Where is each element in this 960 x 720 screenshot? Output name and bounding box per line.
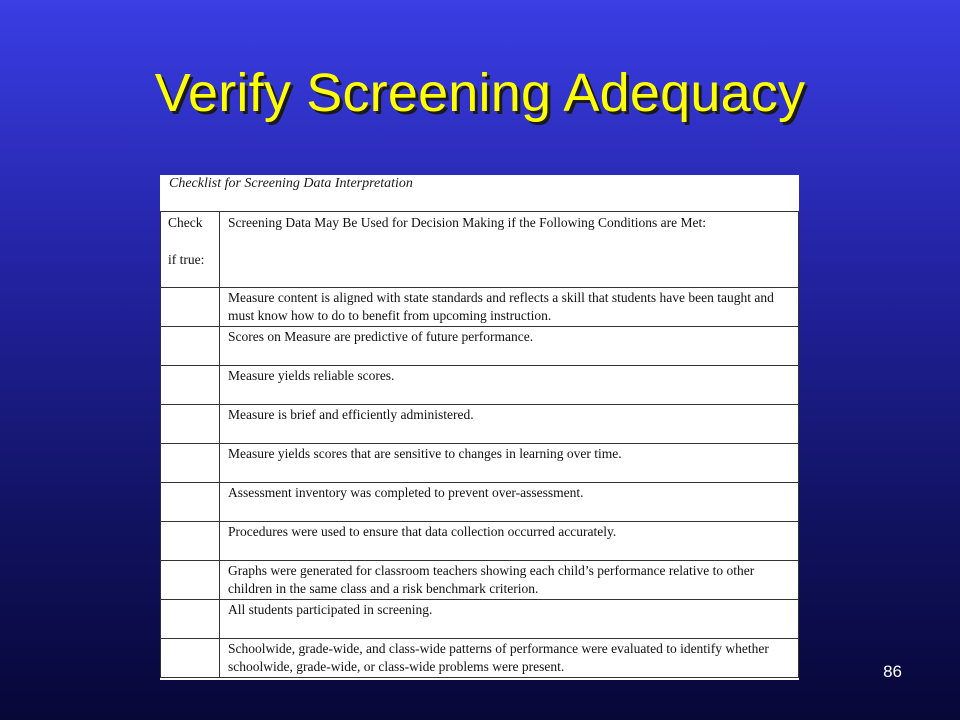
check-cell[interactable] <box>161 327 220 366</box>
condition-text: Graphs were generated for classroom teachers showing each child’s performance relative to other children in the same class and a risk benchmark criterion. <box>220 561 799 600</box>
check-cell[interactable] <box>161 288 220 327</box>
conditions-column-header: Screening Data May Be Used for Decision Making if the Following Conditions are Met: <box>220 212 799 288</box>
checklist-heading: Checklist for Screening Data Interpretation <box>169 176 413 191</box>
table-row <box>161 366 799 405</box>
slide-title: Verify Screening Adequacy <box>154 63 806 123</box>
check-cell[interactable] <box>161 405 220 444</box>
table-row <box>161 639 799 678</box>
condition-text: Measure is brief and efficiently administered. <box>220 405 799 444</box>
check-cell[interactable] <box>161 444 220 483</box>
check-cell[interactable] <box>161 483 220 522</box>
table-row <box>161 483 799 522</box>
checkbox[interactable] <box>161 444 219 482</box>
condition-text: Measure yields reliable scores. <box>220 366 799 405</box>
condition-text: Schoolwide, grade-wide, and class-wide patterns of performance were evaluated to identify whether schoolwide, grade-wide, or class-wide problems were present. <box>220 639 799 678</box>
check-column-header <box>161 212 220 288</box>
table-header-row <box>161 212 799 288</box>
check-cell[interactable] <box>161 600 220 639</box>
checkbox[interactable] <box>161 600 219 638</box>
check-cell[interactable] <box>161 561 220 600</box>
slide-number: 86 <box>883 662 902 681</box>
check-header-line1: Check <box>168 215 203 230</box>
condition-text: Procedures were used to ensure that data collection occurred accurately. <box>220 522 799 561</box>
table-row <box>161 405 799 444</box>
checkbox[interactable] <box>161 288 219 326</box>
checkbox[interactable] <box>161 522 219 560</box>
checklist-table <box>160 211 799 678</box>
checkbox[interactable] <box>161 366 219 404</box>
checkbox[interactable] <box>161 639 219 677</box>
checkbox[interactable] <box>161 405 219 443</box>
condition-text: Assessment inventory was completed to prevent over-assessment. <box>220 483 799 522</box>
condition-text: Measure yields scores that are sensitive to changes in learning over time. <box>220 444 799 483</box>
table-row <box>161 288 799 327</box>
table-row <box>161 522 799 561</box>
check-cell[interactable] <box>161 366 220 405</box>
checkbox[interactable] <box>161 327 219 365</box>
condition-text: Measure content is aligned with state standards and reflects a skill that students have been taught and must know how to do to benefit from upcoming instruction. <box>220 288 799 327</box>
condition-text: Scores on Measure are predictive of future performance. <box>220 327 799 366</box>
check-cell[interactable] <box>161 639 220 678</box>
table-row <box>161 444 799 483</box>
table-row <box>161 327 799 366</box>
condition-text: All students participated in screening. <box>220 600 799 639</box>
table-row <box>161 561 799 600</box>
check-cell[interactable] <box>161 522 220 561</box>
check-header-line2: if true: <box>168 251 205 267</box>
table-row <box>161 600 799 639</box>
checklist-document <box>160 175 799 680</box>
checkbox[interactable] <box>161 483 219 521</box>
checkbox[interactable] <box>161 561 219 599</box>
